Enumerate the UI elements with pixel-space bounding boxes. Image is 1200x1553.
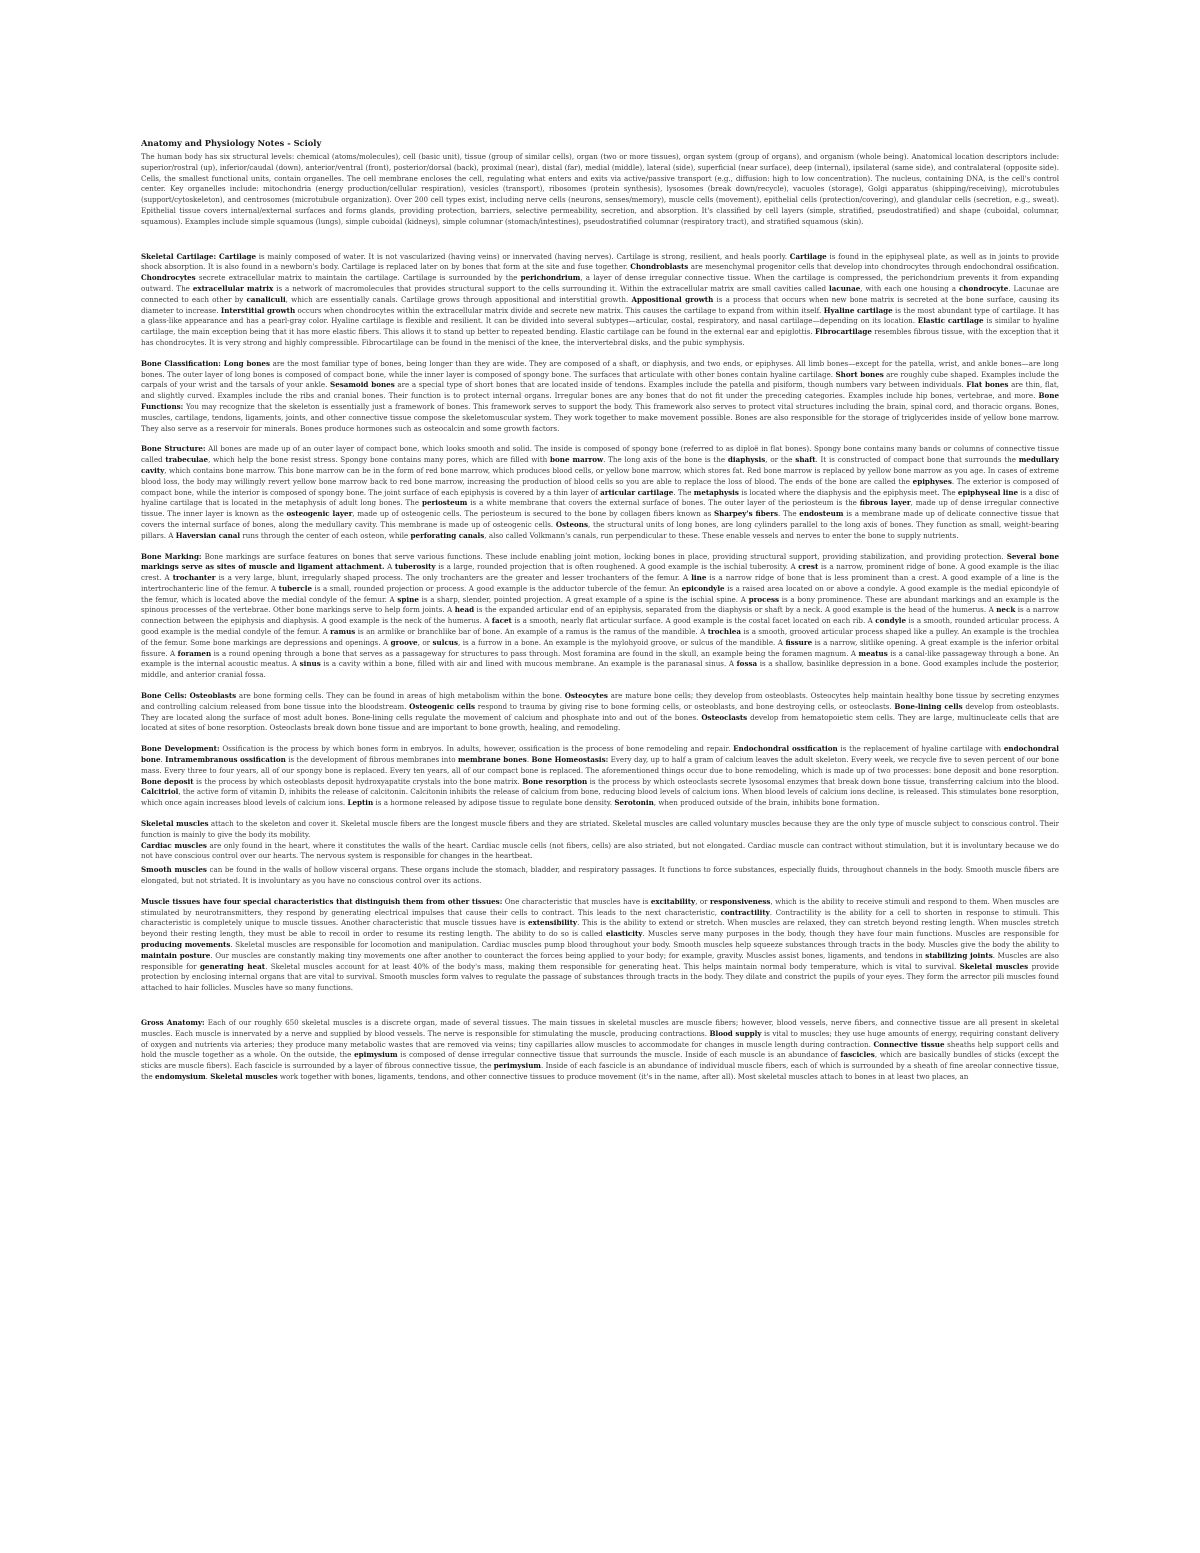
- bold-term: groove: [390, 637, 418, 647]
- bold-term: diaphysis: [727, 455, 766, 465]
- bold-term: Bone-lining cells: [894, 701, 963, 711]
- text-run: is a cavity within a bone, filled with air and lined with mucous membrane. An example is the paranasal sinus. A: [320, 659, 737, 669]
- bold-term: sulcus: [432, 637, 459, 647]
- bold-term: excitability: [650, 896, 696, 906]
- text-run: , also called Volkmann's canals, run perpendicular to these. These enable vessels and nerves to enter the bone to supply nutrients.: [484, 530, 959, 540]
- text-run: is similar to hyaline cartilage, the main exception being that it has more elastic fibers. This allows it to stand up better to repeated bending. Elastic cartilage can be found in the external ear and epiglottis.: [141, 316, 1059, 337]
- text-run: is located where the diaphysis and the epiphysis meet. The: [738, 487, 958, 497]
- bold-term: line: [691, 573, 707, 583]
- paragraph-gap: [141, 994, 1059, 1018]
- bold-term: Bone Development:: [141, 744, 220, 754]
- bold-term: metaphysis: [693, 487, 739, 497]
- text-run: is a smooth, grooved articular process shaped like a pulley. An example is the trochlea of the femur. Some bone markings are depressions and openings. A: [141, 627, 1059, 647]
- text-run: , which help the bone resist stress. Spongy bone contains many pores, which are filled with: [208, 455, 551, 465]
- text-run: . The: [778, 509, 800, 519]
- text-run: are only found in the heart, where it constitutes the walls of the heart. Cardiac muscle cells (not fibers, cells) are also striated, but not elongated. Cardiac muscle can contract without stimulation, but it is involuntary because we do not have conscious control over our hearts. The nervous system is responsible for changes in the heartbeat.: [141, 840, 1059, 861]
- text-run: Bone markings are surface features on bones that serve various functions. These include enabling joint motion, locking bones in place, providing structural support, providing stabilization, and providing protection.: [201, 551, 1007, 561]
- text-run: , the active form of vitamin D, inhibits the release of calcitonin. Calcitonin inhibits the release of calcium from bone, reducing blood levels of calcium ions. When blood levels of calcium ions decline, is released. This stimulates bone resorption, which once again increases blood levels of calcium ions.: [141, 787, 1059, 808]
- bold-term: Serotonin: [614, 798, 654, 808]
- bold-term: Connective tissue: [873, 1039, 945, 1049]
- text-run: develop from hematopoietic stem cells. They are large, multinucleate cells that are located at sites of bone resorption. Osteoclasts break down bone tissue and are important to bone growth, healing, and remodeling.: [141, 712, 1059, 733]
- text-run: is a canal-like passageway through a bone. An example is the internal acoustic meatus. A: [141, 648, 1059, 669]
- text-run: .: [205, 1071, 211, 1081]
- text-run: , which are essentially canals. Cartilage grows through appositional and interstitial growth.: [285, 294, 632, 304]
- text-run: is a disc of hyaline cartilage that is located in the metaphysis of adult long bones. The: [141, 487, 1059, 508]
- text-run: are mature bone cells; they develop from osteoblasts. Osteocytes help maintain healthy bone tissue by secreting enzymes and controlling calcium released from bone tissue into the bloodstream.: [141, 691, 1059, 711]
- text-run: work together with bones, ligaments, tendons, and other connective tissues to produce movement (it's in the name, after all). Most skeletal muscles attach to bones in at least two places, an: [277, 1071, 969, 1081]
- text-run: secrete extracellular matrix to maintain the cartilage. Cartilage is surrounded by the: [195, 273, 521, 283]
- text-run: is a process that occurs when new bone matrix is secreted at the bone surface, causing its diameter to increase.: [141, 294, 1059, 315]
- bold-term: Endochondral ossification: [733, 744, 838, 754]
- text-run: are mesenchymal progenitor cells that develop into chondrocytes through endochondral ossification.: [688, 262, 1059, 272]
- text-run: . Inside of each fascicle is an abundance of individual muscle fibers, each of which is surrounded by a sheath of fine areolar connective tissue, the: [141, 1061, 1059, 1081]
- paragraph-gap: [141, 349, 1059, 359]
- text-run: Every day, up to half a gram of calcium leaves the adult skeleton. Every week, we recycle five to seven percent of our bone mass. Every three to four years, all of our spongy bone is replaced. Every ten years, all of our compact bone is replaced. The aforementioned things occur due to bone remodeling, which is made up of two processes: bone deposit and bone resorption.: [141, 755, 1059, 775]
- text-run: are bone forming cells. They can be found in areas of high metabolism within the bone.: [236, 691, 565, 701]
- bold-term: Calcitriol: [141, 787, 179, 797]
- paragraph-cardiac-muscles: [141, 841, 1059, 863]
- bold-term: Leptin: [347, 798, 374, 808]
- text-run: Ossification is the process by which bones form in embryos. In adults, however, ossification is the process of bone remodeling and repair.: [219, 744, 734, 754]
- bold-term: producing movements: [141, 940, 231, 949]
- bold-term: trochlea: [707, 627, 741, 637]
- text-run: is a shallow, basinlike depression in a bone. Good examples include the posterior, middle, and anterior cranial fossa.: [141, 659, 1059, 680]
- bold-term: Interstitial growth: [220, 305, 296, 315]
- text-run: . Skeletal muscles are responsible for locomotion and manipulation. Cardiac muscles pump blood throughout your body. Smooth muscles help squeeze substances through tracts in the body. Muscles give the body the ability to: [230, 940, 1059, 949]
- bold-term: Sharpey's fibers: [714, 509, 779, 519]
- paragraph-bone-structure: [141, 444, 1059, 541]
- bold-term: periosteum: [421, 498, 468, 508]
- text-run: . Contractility is the ability for a cell to shorten in response to stimuli. This characteristic is completely unique to muscle tissues. Another characteristic that muscle tissues have is: [141, 907, 1059, 928]
- bold-term: endosteum: [799, 509, 844, 519]
- text-run: can be found in the walls of hollow visceral organs. These organs include the stomach, bladder, and respiratory passages. It functions to force substances, especially fluids, throughout channels in the body. Smooth muscle fibers are elongated, but not striated. It is involuntary as you have no conscious control over its actions.: [141, 865, 1059, 886]
- text-run: , or: [695, 896, 710, 906]
- bold-term: Skeletal muscles: [141, 819, 209, 829]
- bold-term: generating heat: [199, 961, 266, 971]
- text-run: One characteristic that muscles have is: [502, 896, 651, 906]
- bold-term: fissure: [785, 637, 813, 647]
- text-run: All bones are made up of an outer layer of compact bone, which looks smooth and solid. The inside is composed of spongy bone (referred to as diploë in flat bones). Spongy bone contains many bands or columns of connective tissue called: [141, 444, 1059, 465]
- bold-term: extensibility: [527, 918, 578, 928]
- bold-term: condyle: [875, 616, 906, 626]
- bold-term: epicondyle: [681, 583, 725, 593]
- bold-term: elasticity: [606, 929, 643, 939]
- text-run: , with each one housing a: [860, 283, 959, 293]
- bold-term: sinus: [299, 659, 321, 669]
- bold-term: canaliculi: [246, 294, 286, 304]
- text-run: . Muscles serve many purposes in the body, though they have four main functions. Muscles are responsible for: [642, 929, 1059, 939]
- text-run: are roughly cube shaped. Examples include the carpals of your wrist and the tarsals of your ankle.: [141, 369, 1059, 390]
- bold-term: facet: [491, 616, 512, 626]
- text-run: occurs when chondrocytes within the extracellular matrix divide and secrete new matrix. This causes the cartilage to expand from within itself.: [295, 305, 824, 315]
- bold-term: maintain posture: [141, 950, 211, 960]
- bold-term: stabilizing joints: [925, 950, 993, 960]
- bold-term: Cartilage: [789, 251, 827, 261]
- bold-term: Cardiac muscles: [141, 840, 207, 850]
- text-run: , or the: [765, 455, 796, 465]
- bold-term: Bone Homeostasis:: [531, 755, 609, 765]
- bold-term: Skeletal Cartilage: Cartilage: [141, 251, 257, 261]
- bold-term: Appositional growth: [631, 294, 714, 304]
- text-run: respond to trauma by giving rise to bone forming cells, or osteoblasts, and bone destroying cells, or osteoclasts.: [475, 701, 895, 711]
- bold-term: Muscle tissues have four special characteristics that distinguish them from other tissues:: [141, 896, 503, 906]
- text-run: , made up of dense irregular connective tissue. The inner layer is known as the: [141, 498, 1059, 519]
- paragraph-gap: [141, 542, 1059, 552]
- bold-term: perimysium: [493, 1061, 541, 1071]
- text-run: is mainly composed of water. It is not vascularized (having veins) or innervated (having nerves). Cartilage is strong, resilient, and heals poorly.: [256, 251, 790, 261]
- text-run: is a small, rounded projection or process. A good example is the adductor tubercle of the femur. An: [312, 583, 682, 593]
- text-run: . Muscles are also responsible for: [141, 950, 1059, 971]
- bold-term: Elastic cartilage: [917, 316, 984, 326]
- text-run: . Lacunae are connected to each other by: [141, 283, 1059, 304]
- bold-term: crest: [798, 562, 819, 572]
- bold-term: fascicles: [840, 1050, 875, 1060]
- text-run: is a narrow, slitlike opening. A great example is the inferior orbital fissure. A: [141, 637, 1059, 658]
- text-run: .: [160, 755, 166, 765]
- text-run: , or: [417, 637, 433, 647]
- bold-term: bone marrow: [550, 455, 604, 465]
- text-run: are thin, flat, and slightly curved. Examples include the ribs and cranial bones. Their function is to protect internal organs. Irregular bones are any bones that do not fit under the preceding categories. Examples include hip bones, vertebrae, and more.: [141, 380, 1059, 401]
- bold-term: Blood supply: [709, 1028, 762, 1038]
- text-run: You may recognize that the skeleton is essentially just a framework of bones. This framework serves to support the body. This framework also serves to protect vital structures including the brain, spinal cord, and thoracic organs. Bones, muscles, cartilage, tendons, ligaments, joints, and other connective tissue compose the skeletomuscular system. They work together to make movement possible. Bones are also responsible for the storage of triglycerides inside of yellow bone marrow. They also serve as a reservoir for minerals. Bones produce hormones such as osteocalcin and some growth factors.: [141, 401, 1059, 433]
- text-run: provide protection by enclosing internal organs that are vital to survival. Smooth muscles form valves to regulate the passage of substances through tracts in the body. They dilate and constrict the pupils of your eyes. They form the arrector pili muscles found attached to hair follicles. Muscles have so many functions.: [141, 961, 1059, 993]
- text-run: is a white membrane that covers the external surface of bones. The outer layer of the periosteum is the: [467, 498, 860, 508]
- bold-term: Bone Structure:: [141, 444, 206, 454]
- bold-term: tubercle: [278, 583, 313, 593]
- bold-term: Osteocytes: [564, 691, 608, 701]
- bold-term: Chondrocytes: [141, 273, 196, 283]
- bold-term: foramen: [177, 648, 212, 658]
- bold-term: Skeletal muscles: [959, 961, 1029, 971]
- bold-term: Smooth muscles: [141, 865, 207, 875]
- text-run: develop from osteoblasts. They are located along the surface of most adult bones. Bone-lining cells regulate the movement of calcium and phosphate into and out of the bones.: [141, 701, 1059, 722]
- paragraph-bone-classification: [141, 359, 1059, 435]
- text-run: . Our muscles are constantly making tiny movements one after another to counteract the forces being applied to your body; for example, gravity. Muscles assist bones, ligaments, and tendons in: [210, 950, 926, 960]
- paragraph-gap: [141, 681, 1059, 691]
- text-run: is a hormone released by adipose tissue to regulate bone density.: [373, 798, 615, 808]
- text-run: , made up of osteogenic cells. The periosteum is secured to the bone by collagen fibers known as: [352, 509, 714, 519]
- text-run: is the process by which osteoblasts deposit hydroxyapatite crystals into the bone matrix.: [193, 776, 523, 786]
- bold-term: trochanter: [172, 573, 216, 583]
- bold-term: neck: [996, 605, 1016, 615]
- bold-term: endochondral bone: [141, 744, 1059, 765]
- bold-term: tuberosity: [394, 562, 436, 572]
- paragraph-intro: [141, 152, 1059, 228]
- bold-term: Bone Marking:: [141, 551, 202, 561]
- text-run: are the most familiar type of bones, being longer than they are wide. They are composed of a shaft, or diaphysis, and two ends, or epiphyses. All limb bones—except for the patella, wrist, and ankle bones—are long bones. The outer layer of long bones is composed of compact bone, while the inner layer is composed of spongy bone. The surfaces that articulate with other bones contain hyaline cartilage.: [141, 358, 1059, 379]
- bold-term: medullary cavity: [141, 455, 1059, 475]
- text-run: , when produced outside of the brain, inhibits bone formation.: [653, 798, 880, 808]
- paragraph-bone-marking: [141, 552, 1059, 682]
- text-run: . The exterior is composed of compact bone, while the interior is composed of spongy bone. The joint surface of each epiphysis is covered by a thin layer of: [141, 476, 1059, 497]
- bold-term: Intramembranous ossification: [165, 755, 286, 765]
- bold-term: responsiveness: [709, 896, 771, 906]
- text-run: is the process by which osteoclasts secrete lysosomal enzymes that break down bone tissue, transferring calcium into the blood.: [587, 776, 1059, 786]
- paragraph-bone-cells: [141, 691, 1059, 734]
- bold-term: lacunae: [829, 283, 861, 293]
- bold-term: epiphyses: [912, 476, 952, 486]
- text-run: is the most abundant type of cartilage. It has a glass-like appearance and has a pearl-gray color. Hyaline cartilage is flexible and resilient. It can be divided into several subtypes—articular, costal, respiratory, and nasal cartilage—depending on its location.: [141, 305, 1059, 326]
- text-run: is a raised area located on or above a condyle. A good example is the medial epicondyle of the femur, which is located above the medial condyle of the femur. A: [141, 583, 1059, 604]
- bold-term: spine: [397, 594, 419, 604]
- document-page: [141, 138, 1059, 1523]
- paragraph-smooth-muscles: [141, 865, 1059, 887]
- text-run: resembles fibrous tissue, with the exception that it has chondrocytes. It is very strong and highly compressible. Fibrocartilage can be found in the menisci of the knee, the intervertebral disks, and the pubic symphysis.: [141, 327, 1059, 347]
- paragraph-skeletal-cartilage: [141, 252, 1059, 349]
- text-run: is found in the epiphyseal plate, as well as in joints to provide shock absorption. It is also found in a newborn's body. Cartilage is replaced later on by bones that form at the site and fuse together.: [141, 251, 1059, 272]
- bold-term: epimysium: [354, 1050, 398, 1060]
- paragraph-bone-development: [141, 744, 1059, 809]
- text-run: . This is the ability to extend or stretch. When muscles are relaxed, they can stretch beyond resting length. When muscles stretch beyond their resting length, they must be able to recoil in order to resume its resting length. The ability to do so is called: [141, 918, 1059, 939]
- bold-term: Bone Cells: Osteoblasts: [141, 691, 237, 701]
- text-run: is vital to muscles; they use huge amounts of energy, requiring constant delivery of oxygen and nutrients via arteries; they produce many metabolic wastes that are removed via veins; tiny capillaries allow muscles to accommodate for changes in muscle length during contraction.: [141, 1028, 1059, 1049]
- bold-term: Fibrocartilage: [814, 327, 872, 337]
- document-body: [141, 152, 1059, 1083]
- bold-term: Osteoclasts: [701, 712, 748, 722]
- bold-term: Hyaline cartilage: [823, 305, 893, 315]
- text-run: is a membrane made up of delicate connective tissue that covers the internal surface of bones, along the medullary cavity. This membrane is made up of osteogenic cells.: [141, 509, 1059, 529]
- bold-term: contractility: [720, 907, 770, 917]
- paragraph-gap: [141, 809, 1059, 819]
- bold-term: Several bone markings serve as sites of muscle and ligament attachment.: [141, 551, 1059, 572]
- text-run: is a bony prominence. These are abundant markings and an example is the spinous processes of the vertebrae. Other bone markings serve to help form joints. A: [141, 594, 1059, 615]
- paragraph-gap: [141, 228, 1059, 252]
- text-run: . Skeletal muscles account for at least 40% of the body's mass, making them responsible for generating heat. This helps maintain normal body temperature, which is vital to survival.: [265, 961, 960, 971]
- paragraph-gap: [141, 734, 1059, 744]
- bold-term: Bone Classification: Long bones: [141, 358, 270, 368]
- text-run: . The long axis of the bone is the: [603, 455, 728, 465]
- paragraph-gap: [141, 887, 1059, 897]
- paragraph-gap: [141, 434, 1059, 444]
- text-run: is the development of fibrous membranes into: [285, 755, 458, 765]
- bold-term: meatus: [858, 648, 888, 658]
- bold-term: Osteons: [555, 519, 588, 529]
- text-run: , which is the ability to receive stimuli and respond to them. When muscles are stimulated by neurotransmitters, they respond by generating electrical impulses that cause their cells to contract. This leads to the next characteristic,: [141, 896, 1059, 917]
- bold-term: Bone resorption: [522, 776, 588, 786]
- bold-term: epiphyseal line: [957, 487, 1019, 497]
- text-run: , is a furrow in a bone. An example is the mylohyoid groove, or sulcus of the mandible. A: [458, 637, 786, 647]
- text-run: is a very large, blunt, irregularly shaped process. The only trochanters are the greater and lesser trochanters of the femur. A: [215, 573, 692, 583]
- bold-term: ramus: [330, 627, 356, 637]
- text-run: attach to the skeleton and cover it. Skeletal muscle fibers are the longest muscle fibers and they are striated. Skeletal muscles are called voluntary muscles because they are the only type of muscle subject to conscious control. Their function is mainly to give the body its mobility.: [141, 819, 1059, 839]
- paragraph-gross-anatomy: [141, 1018, 1059, 1083]
- bold-term: fibrous layer: [859, 498, 911, 508]
- document-title: Anatomy and Physiology Notes - Scioly: [141, 138, 322, 148]
- bold-term: extracellular matrix: [192, 283, 274, 293]
- text-run: , which contains bone marrow. This bone marrow can be in the form of red bone marrow, which produces blood cells, or yellow bone marrow, which stores fat. Red bone marrow is replaced by yellow bone marrow as you age. In cases of extreme blood loss, the body may willingly revert yellow bone marrow back to red bone marrow, increasing the production of blood cells so you are able to replace the loss of blood. The ends of the bone are called the: [141, 465, 1059, 486]
- bold-term: Bone deposit: [141, 776, 194, 786]
- text-run: . The: [673, 487, 694, 497]
- text-run: is a sharp, slender, pointed projection. A great example of a spine is the ischial spine. A: [418, 594, 749, 604]
- text-run: is a round opening through a bone that serves as a passageway for structures to pass through. Most foramina are found in the skull, an example being the foramen magnum. A: [211, 648, 859, 658]
- paragraph-skeletal-muscles: [141, 819, 1059, 841]
- bold-term: shaft: [795, 455, 816, 465]
- bold-term: Bone Functions:: [141, 391, 1059, 411]
- text-run: , the structural units of long bones, are long cylinders parallel to the long axis of bones. They function as small, weight-bearing pillars. A: [141, 519, 1059, 540]
- bold-term: Haversian canal: [175, 530, 241, 540]
- bold-term: endomysium: [154, 1071, 206, 1081]
- bold-term: Gross Anatomy:: [141, 1017, 205, 1027]
- bold-term: membrane bones: [457, 755, 527, 765]
- text-run: is composed of dense irregular connective tissue that surrounds the muscle. Inside of each muscle is an abundance of: [397, 1050, 841, 1060]
- text-run: sheaths help support cells and hold the muscle together as a whole. On the outside, the: [141, 1039, 1059, 1060]
- text-run: is a narrow ridge of bone that is less prominent than a crest. A good example of a line is the intertrochanteric line of the femur. A: [141, 573, 1059, 593]
- bold-term: osteogenic layer: [286, 509, 353, 519]
- bold-term: fossa: [736, 659, 758, 669]
- text-run: is a smooth, rounded articular process. A good example is the medial condyle of the femur. A: [141, 616, 1059, 637]
- text-run: The human body has six structural levels: chemical (atoms/molecules), cell (basic unit), tissue (group of similar cells), organ (two or more tissues), organ system (group of organs), and organism (whole being). Anatomical location descriptors include: superior/rostral (up), inferior/caudal (down), anterior/ventral (front), posterior/dorsal (back), proximal (near), distal (far), medial (middle), lateral (side), superficial (near surface), deep (internal), ipsilateral (same side), and contralateral (opposite side). Cells, the smallest functional units, contain organelles. The cell membrane encloses the cell, regulating what enters and exits via active/passive transport (e.g., diffusion: high to low concentration). The nucleus, containing DNA, is the cell's control center. Key organelles include: mitochondria (energy production/cellular respiration), vesicles (transport), ribosomes (protein synthesis), lysosomes (break down/recycle), vacuoles (storage), Golgi apparatus (shipping/receiving), microtubules (support/cytoskeleton), and centrosomes (microtubule organization). Over 200 cell types exist, including nerve cells (neurons, senses/memory), muscle cells (movement), epithelial cells (protection/covering), and glandular cells (secretion, e.g., sweat). Epithelial tissue covers internal/external surfaces and forms glands, providing protection, barriers, selective permeability, secretion, and absorption. It's classified by cell layers (simple, stratified, pseudostratified) and shape (cuboidal, columnar, squamous). Examples include simple squamous (lungs), simple cuboidal (kidneys), simple columnar (stomach/intestines), pseudostratified columnar (respiratory tract), and stratified squamous (skin).: [141, 152, 1059, 226]
- bold-term: chondrocyte: [958, 283, 1009, 293]
- text-run: is the replacement of hyaline cartilage with: [837, 744, 1004, 754]
- text-run: , which are basically bundles of sticks (except the sticks are muscle fibers). Each fascicle is surrounded by a layer of fibrous connective tissue, the: [141, 1050, 1059, 1071]
- bold-term: perforating canals: [410, 530, 485, 540]
- text-run: .: [526, 755, 532, 765]
- bold-term: Osteogenic cells: [409, 701, 476, 711]
- text-run: is a network of macromolecules that provides structural support to the cells surrounding it. Within the extracellular matrix are small cavities called: [273, 283, 830, 293]
- bold-term: Sesamoid bones: [330, 380, 395, 390]
- text-run: A: [384, 562, 395, 572]
- text-run: is a narrow, prominent ridge of bone. A good example is the iliac crest. A: [141, 562, 1059, 583]
- bold-term: Chondroblasts: [630, 262, 689, 272]
- bold-term: articular cartilage: [600, 487, 674, 497]
- text-run: are a special type of short bones that are located inside of tendons. Examples include the patella and pisiform, though numbers vary between individuals.: [394, 380, 967, 390]
- text-run: is the expanded articular end of an epiphysis, separated from the diaphysis or shaft by a neck. A good example is the head of the humerus. A: [474, 605, 997, 615]
- bold-term: perichondrium: [520, 273, 581, 283]
- bold-term: Flat bones: [966, 380, 1009, 390]
- bold-term: Skeletal muscles: [210, 1071, 278, 1081]
- text-run: is a large, rounded projection that is often roughened. A good example is the ischial tuberosity. A: [435, 562, 799, 572]
- paragraph-muscle-characteristics: [141, 897, 1059, 994]
- text-run: . It is constructed of compact bone that surrounds the: [815, 455, 1019, 465]
- bold-term: Short bones: [835, 369, 884, 379]
- text-run: , a layer of dense irregular connective tissue. When the cartilage is compressed, the perichondrium prevents it from expanding outward. The: [141, 273, 1059, 293]
- text-run: is an armlike or branchlike bar of bone. An example of a ramus is the ramus of the mandible. A: [355, 627, 708, 637]
- text-run: is a narrow connection between the epiphysis and diaphysis. A good example is the neck of the humerus. A: [141, 605, 1059, 626]
- text-run: runs through the center of each osteon, while: [240, 530, 411, 540]
- text-run: is a smooth, nearly flat articular surface. A good example is the costal facet located on each rib. A: [511, 616, 876, 626]
- bold-term: process: [748, 594, 780, 604]
- bold-term: head: [454, 605, 475, 615]
- bold-term: trabeculae: [165, 455, 209, 465]
- text-run: Each of our roughly 650 skeletal muscles is a discrete organ, made of several tissues. The main tissues in skeletal muscles are muscle fibers; however, blood vessels, nerve fibers, and connective tissue are all present in skeletal muscles. Each muscle is innervated by a nerve and supplied by blood vessels. The nerve is responsible for stimulating the muscle, producing contractions.: [141, 1017, 1059, 1038]
